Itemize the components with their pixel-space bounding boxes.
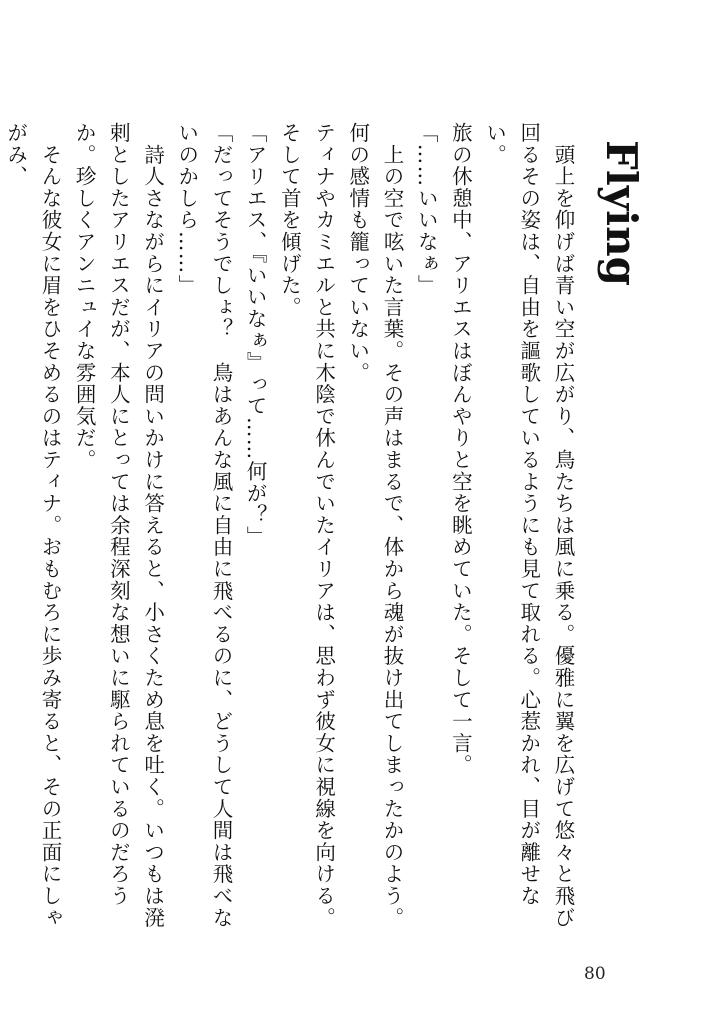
paragraph: 「……いいなぁ」 [414,122,439,297]
chapter-title: Flying [597,140,646,287]
paragraph: 上の空で呟いた言葉。その声はまるで、体から魂が抜け出てしまったかのよう。何の感情も籠っていない。 [345,122,404,929]
vertical-body-text [0,122,580,942]
paragraph: ティナやカミエルと共に木陰で休んでいたイリアは、思わず彼女に視線を向ける。そして首を傾げた。 [277,122,336,929]
paragraph: 「だってそうでしょ？ 鳥はあんな風に自由に飛べるのに、どうして人間は飛べないのかしら……」 [174,122,233,929]
paragraph: 詩人さながらにイリアの問いかけに答えると、小さくため息を吐く。いつもは溌剌としたアリエスだが、本人にとっては余程深刻な想いに駆られているのだろうか。珍しくアンニュイな雰囲気だ。 [72,122,165,929]
paragraph: 旅の休憩中、アリエスはぼんやりと空を眺めていた。そして一言。 [448,122,473,776]
paragraph: 頭上を仰げば青い空が広がり、鳥たちは風に乗る。優雅に翼を広げて悠々と飛び回るその姿は、自由を謳歌しているようにも見て取れる。心惹かれ、目が離せない。 [482,122,575,929]
page-number: 80 [584,964,606,984]
paragraph: 「アリエス、『いいなぁ』って……何が？」 [243,122,268,548]
paragraph: そんな彼女に眉をひそめるのはティナ。おもむろに歩み寄ると、その正面にしゃがみ、 [3,122,62,929]
